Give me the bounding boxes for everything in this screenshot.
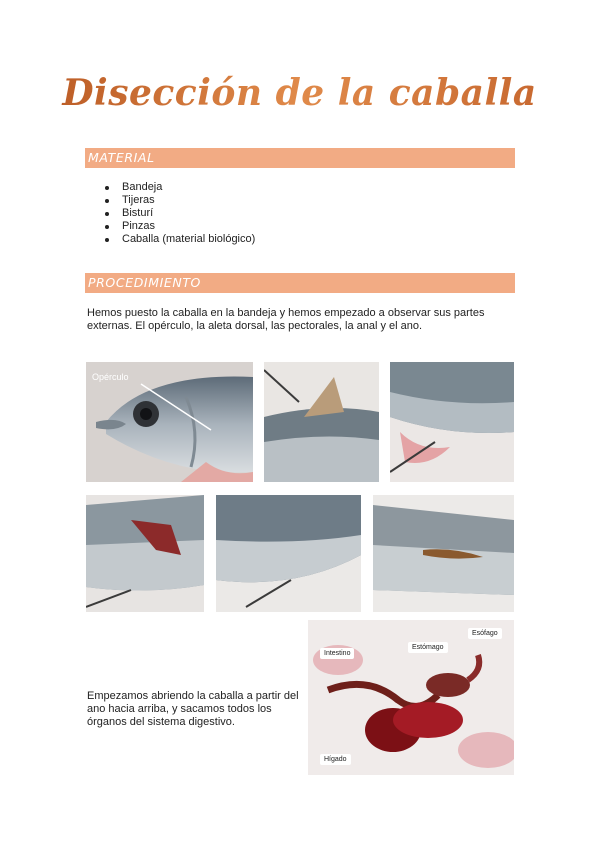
- photo-anus: [373, 495, 514, 612]
- paragraph-dissection: Empezamos abriendo la caballa a partir del ano hacia arriba, y sacamos todos los órganos del sistema digestivo.: [87, 690, 299, 728]
- photo-dorsal-fin: [264, 362, 379, 482]
- photo-pectoral: [390, 362, 514, 482]
- list-item: Bandeja: [105, 181, 255, 194]
- photo-belly: [216, 495, 361, 612]
- list-item: Pinzas: [105, 220, 255, 233]
- label-higado: Hígado: [320, 754, 351, 765]
- list-item: Tijeras: [105, 194, 255, 207]
- section-header-material: [85, 148, 515, 168]
- photo-organs: [308, 620, 514, 775]
- label-esofago: Esófago: [468, 628, 502, 639]
- list-item: Caballa (material biológico): [105, 233, 255, 246]
- section-header-procedimiento: [85, 273, 515, 293]
- paragraph-intro: Hemos puesto la caballa en la bandeja y hemos empezado a observar sus partes externas. El opérculo, la aleta dorsal, las pectorales, la anal y el ano.: [87, 307, 485, 332]
- label-estomago: Estómago: [408, 642, 448, 653]
- section-procedimiento-label: PROCEDIMIENTO: [88, 275, 201, 290]
- label-intestino: Intestino: [320, 648, 354, 659]
- photo-operculo: [86, 362, 253, 482]
- page-title: Disección de la caballa: [0, 72, 599, 114]
- section-material-label: MATERIAL: [88, 150, 155, 165]
- label-operculo: Opérculo: [92, 372, 129, 382]
- photo-incision: [86, 495, 204, 612]
- materials-list: [105, 181, 255, 246]
- list-item: Bisturí: [105, 207, 255, 220]
